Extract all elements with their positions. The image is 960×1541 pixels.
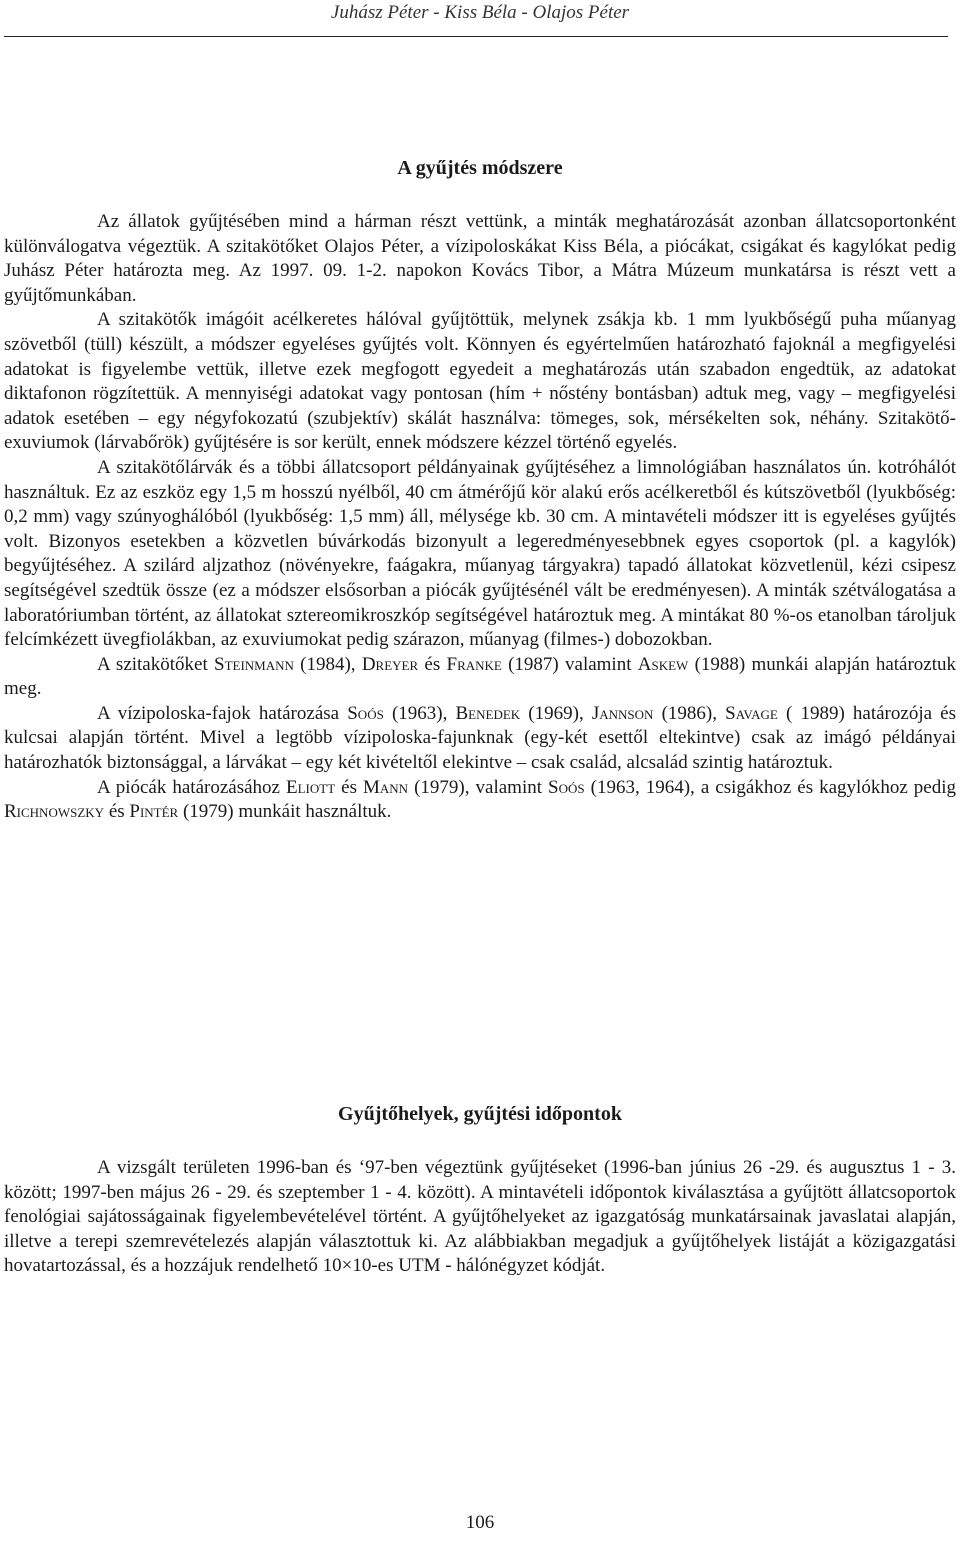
text-run: (1988) munkái alapján határoztuk meg. — [4, 653, 957, 700]
header-rule — [4, 36, 948, 37]
paragraph: A vizsgált területen 1996-ban és ‘97-ben végeztünk gyűjtéseket (1996-ban június 26 -29. és augusztus 1 - 3. között; 1997-ben május 26 - 29. és szeptember 1 - 4. között). A mintavételi időpontok kiválasztása a gyűjtött állatcsoportok fenológiai sajátosságainak figyelembevételével történt. A gyűjtőhelyeket az igazgatóság munkatársainak javaslatai alapján, illetve a terepi szemrevételezés alapján választottuk ki. Az alábbiakban megadjuk a gyűjtőhelyek listáját a közigazgatási hovatartozással, és a hozzájuk rendelhető 10×10-es UTM - hálónégyzet kódját. — [4, 1157, 956, 1277]
text-run: (1986), — [653, 702, 726, 724]
text-run: (1984), — [293, 653, 362, 675]
paragraph: A szitakötőlárvák és a többi állatcsoport példányainak gyűjtéséhez a limnológiában használatos ún. kotróhálót használtuk. Ez az eszköz egy 1,5 m hosszú nyélből, 40 cm átmérőjű kör alakú erős acélkeretből és kútszövetből (lyukbőség: 0,2 mm) vagy szúnyoghálóból (lyukbőség: 1,5 mm) áll, mélysége kb. 30 cm. A mintavételi módszer itt is egyeléses gyűjtés volt. Bizonyos esetekben a közvetlen búvárkodás bizonyult a legeredményesebbnek egyes csoportok (pl. a kagylók) begyűjtéséhez. A szilárd aljzathoz (növényekre, faágakra, műanyag tárgyakra) tapadó állatokat közvetlenül, kézi csipesz segítségével szedtük össze (ez a módszer elsősorban a piócák gyűjtésénél vált be eredményesen). A minták szétválogatása a laboratóriumban történt, az állatokat sztereomikroszkóp segítségével határoztuk meg. A mintákat 80 %-os etanolban tároljuk felcímkézett üvegfiolákban, az exuviumokat pedig szárazon, műanyag (filmes-) dobozokban. — [4, 456, 956, 651]
text-run: (1963, 1964), a csigákhoz és kagylókhoz pedig — [584, 776, 956, 798]
author-name: Soós — [347, 702, 384, 724]
text-run: és — [104, 801, 130, 823]
author-name: Dreyer — [361, 653, 419, 675]
paragraph: Az állatok gyűjtésében mind a hárman részt vettünk, a minták meghatározását azonban állatcsoportonként különválogatva végeztük. A szitakötőket Olajos Péter, a vízipoloskákat Kiss Béla, a piócákat, csigákat és kagylókat pedig Juhász Péter határozta meg. Az 1997. 09. 1-2. napokon Kovács Tibor, a Mátra Múzeum munkatársa is részt vett a gyűjtőmunkában. — [4, 211, 956, 306]
text-run: A szitakötőket — [97, 653, 214, 675]
text-run: és — [335, 776, 364, 798]
paragraph: A szitakötők imágóit acélkeretes hálóval gyűjtöttük, melynek zsákja kb. 1 mm lyukbőségű puha műanyag szövetből (tüll) készült, a módszer egyeléses gyűjtés volt. Könnyen és egyértelműen határozható fajoknál a megfigyelési adatokat is figyelembe vettük, illetve ezek megfogott egyedeit a meghatározás után szabadon engedtük, az adatokat diktafonon rögzítettük. A mennyiségi adatokat vagy pontosan (hím + nőstény bontásban) adtuk meg, vagy – megfigyelési adatok esetében – egy négyfokozatú (szubjektív) skálát használva: tömeges, sok, mérsékelten sok, néhány. Szitakötő-exuviumok (lárvabőrök) gyűjtésére is sor került, ennek módszere kézzel történő egyelés. — [4, 309, 956, 454]
section-body-collection-sites — [4, 1156, 956, 1279]
text-run: ( 1989) határozója és kulcsai alapján történt. Mivel a legtöbb vízipoloska-fajunknak (egy-két esettől eltekintve) csak az imágó példányai határozhatók biztonsággal, a lárvákat – egy két kivételtől elekintve – csak család, alcsalád szintig határoztuk. — [4, 702, 957, 774]
author-name: Soós — [548, 776, 585, 798]
text-run: és — [418, 653, 447, 675]
author-name: Steinmann — [214, 653, 294, 675]
paragraph — [4, 702, 956, 776]
author-name: Benedek — [455, 702, 521, 724]
text-run: (1987) valamint — [501, 653, 638, 675]
author-name: Eliott — [285, 776, 336, 798]
page-number: 106 — [465, 1512, 495, 1533]
text-run: (1963), — [383, 702, 456, 724]
text-run: A vízipoloska-fajok határozása — [97, 702, 348, 724]
author-name: Pintér — [129, 801, 179, 823]
paragraph — [4, 776, 956, 825]
paragraph — [4, 653, 956, 702]
author-name: Mann — [363, 776, 409, 798]
text-run: (1979), valamint — [408, 776, 549, 798]
text-run: A piócák határozásához — [97, 776, 286, 798]
author-name: Jannson — [591, 702, 654, 724]
section-title-collection-method: A gyűjtés módszere — [397, 157, 563, 179]
section-body-collection-method — [4, 210, 956, 825]
author-name: Askew — [637, 653, 689, 675]
section-title-collection-sites: Gyűjtőhelyek, gyűjtési időpontok — [338, 1103, 622, 1125]
text-run: (1969), — [520, 702, 592, 724]
author-name: Franke — [446, 653, 502, 675]
running-head: Juhász Péter - Kiss Béla - Olajos Péter — [330, 2, 630, 23]
text-run: (1979) munkáit használtuk. — [178, 801, 392, 823]
author-name: Savage — [725, 702, 778, 724]
author-name: Richnowszky — [4, 801, 105, 823]
